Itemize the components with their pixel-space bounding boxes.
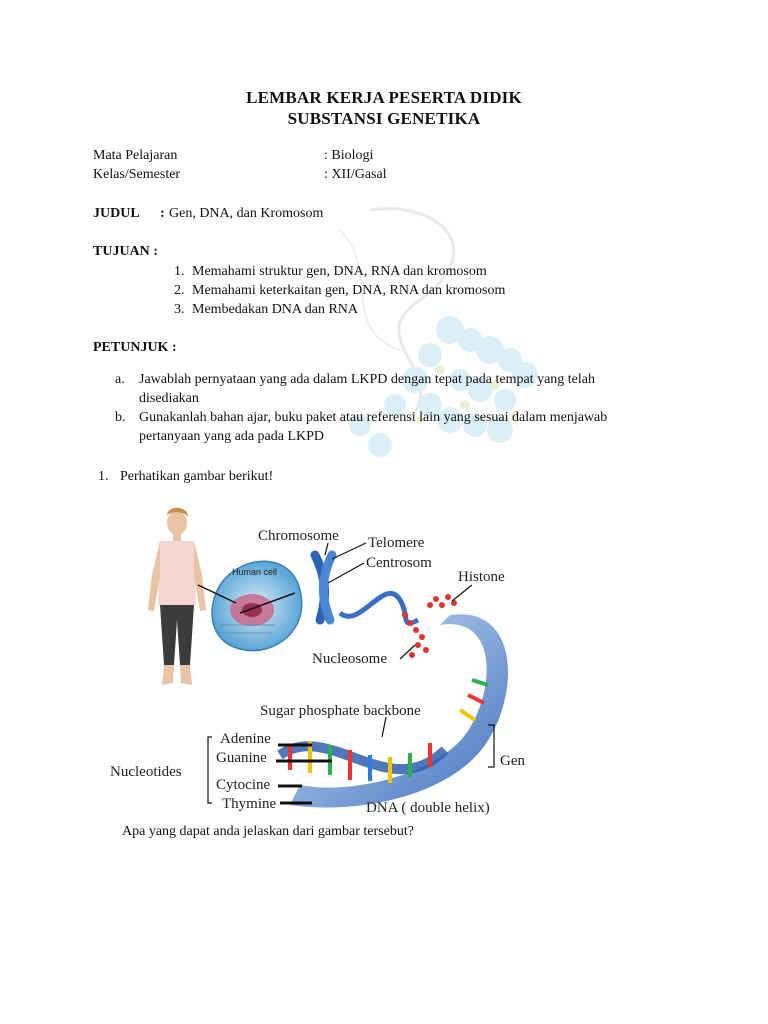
tujuan-item-1: Memahami struktur gen, DNA, RNA dan kromosom [192, 264, 487, 279]
nucleosome-beads [402, 594, 457, 658]
petunjuk-a-line2: disediakan [139, 391, 199, 406]
petunjuk-a-line1: Jawablah pernyataan yang ada dalam LKPD dengan tepat pada tempat yang telah [139, 372, 595, 387]
pointer-line [328, 563, 364, 583]
question-1-number: 1. [98, 469, 109, 484]
petunjuk-letter-b: b. [115, 410, 126, 425]
tujuan-num-1: 1. [174, 264, 185, 279]
pointer-line [332, 543, 366, 559]
page-title-line1: LEMBAR KERJA PESERTA DIDIK [246, 88, 522, 107]
pointer-line [452, 585, 472, 601]
label-thymine: Thymine [222, 796, 277, 812]
label-gen: Gen [500, 753, 525, 769]
label-chromosome: Chromosome [258, 528, 339, 544]
label-backbone: Sugar phosphate backbone [260, 703, 421, 719]
genetics-diagram [100, 505, 540, 820]
label-histone: Histone [458, 569, 505, 585]
chromosome [315, 555, 332, 620]
background-watermark [300, 190, 560, 520]
class-label: Kelas/Semester [93, 167, 181, 182]
tujuan-item-2: Memahami keterkaitan gen, DNA, RNA dan kromosom [192, 283, 506, 298]
label-adenine: Adenine [220, 731, 271, 747]
pointer-line [382, 717, 386, 737]
human-figure [148, 508, 206, 685]
label-telomere: Telomere [368, 535, 425, 551]
label-cytocine: Cytocine [216, 777, 271, 793]
subject-value: : Biologi [324, 148, 374, 163]
label-nucleotides: Nucleotides [110, 764, 182, 780]
tujuan-num-3: 3. [174, 302, 185, 317]
tujuan-num-2: 2. [174, 283, 185, 298]
dna-strand [280, 746, 445, 769]
petunjuk-b-line1: Gunakanlah bahan ajar, buku paket atau referensi lain yang sesuai dalam menjawab [139, 410, 608, 425]
page-title-line2: SUBSTANSI GENETIKA [287, 109, 481, 128]
pointer-line [325, 543, 328, 555]
class-value: : XII/Gasal [324, 167, 387, 182]
tujuan-item-3: Membedakan DNA dan RNA [192, 302, 359, 317]
nucleotides-bracket [208, 737, 212, 803]
question-1-text: Perhatikan gambar berikut! [120, 469, 274, 484]
tujuan-label: TUJUAN : [93, 244, 158, 259]
question-1-prompt: Apa yang dapat anda jelaskan dari gambar tersebut? [122, 824, 414, 839]
label-nucleosome: Nucleosome [312, 651, 387, 667]
label-human-cell: Human cell [232, 567, 278, 577]
judul-colon: : [160, 206, 165, 221]
judul-value: Gen, DNA, dan Kromosom [169, 206, 324, 221]
petunjuk-label: PETUNJUK : [93, 340, 177, 355]
petunjuk-letter-a: a. [115, 372, 125, 387]
petunjuk-b-line2: pertanyaan yang ada pada LKPD [139, 429, 325, 444]
label-dna: DNA ( double helix) [366, 800, 490, 816]
label-centrosom: Centrosom [366, 555, 432, 571]
label-guanine: Guanine [216, 750, 267, 766]
judul-label: JUDUL [93, 206, 140, 221]
chromatin-fiber [340, 593, 418, 623]
subject-label: Mata Pelajaran [93, 148, 178, 163]
